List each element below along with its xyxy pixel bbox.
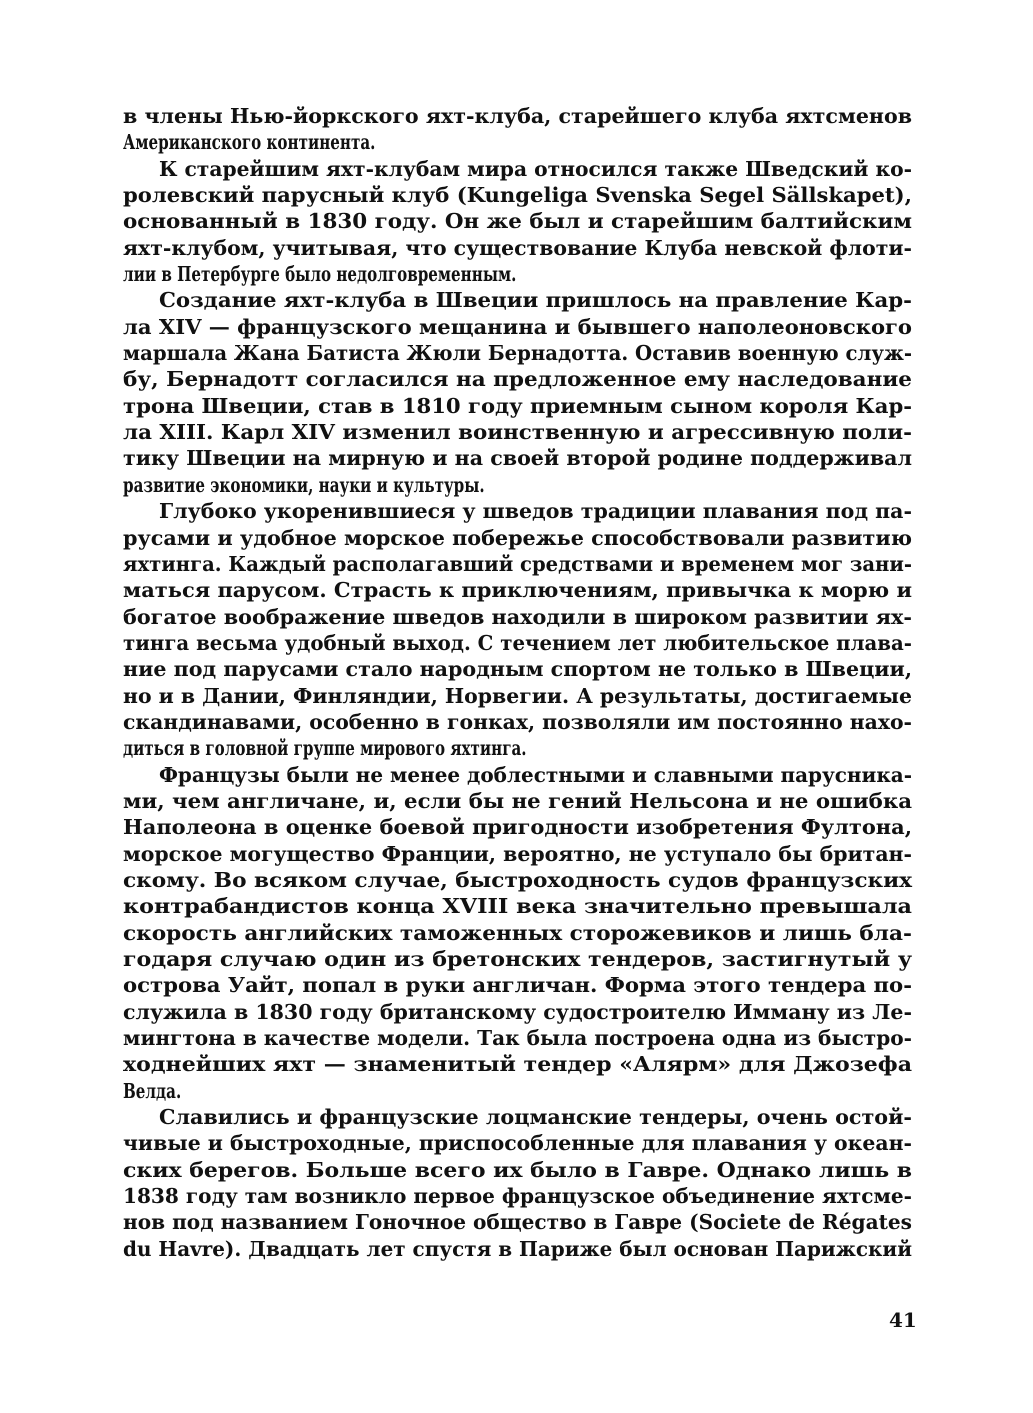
text-line: морское могущество Франции, вероятно, не уступало бы британ- xyxy=(123,841,912,866)
text-line: бу, Бернадотт согласился на предложенное ему наследование xyxy=(123,367,912,392)
text-line: скандинавами, особенно в гонках, позволяли им постоянно нахо- xyxy=(123,709,912,734)
text-line: в члены Нью-йоркского яхт-клуба, старейшего клуба яхтсменов xyxy=(123,104,912,128)
text-line: маршала Жана Батиста Жюли Бернадотта. Оставив военную служ- xyxy=(123,341,912,366)
text-line: ние под парусами стало народным спортом не только в Швеции, xyxy=(123,657,912,682)
text-line: контрабандистов конца XVIII века значительно превышала xyxy=(123,894,912,919)
paragraph-3 xyxy=(123,287,912,498)
text-line: годаря случаю один из бретонских тендеров, застигнутый у xyxy=(123,947,912,971)
text-line: мингтона в качестве модели. Так была построена одна из быстро- xyxy=(123,1026,912,1051)
paragraph-5 xyxy=(123,762,912,1104)
text-line: но и в Дании, Финляндии, Норвегии. А результаты, достигаемые xyxy=(123,683,912,708)
text-line: 1838 году там возникло первое французское объединение яхтсме- xyxy=(123,1184,912,1209)
text-line: трона Швеции, став в 1810 году приемным сыном короля Кар- xyxy=(123,393,912,418)
text-line: Французы были не менее доблестными и славными парусника- xyxy=(159,762,912,787)
text-line: К старейшим яхт-клубам мира относился также Шведский ко- xyxy=(159,156,912,181)
text-line: яхтинга. Каждый располагавший средствами и временем мог зани- xyxy=(123,551,912,576)
text-line: острова Уайт, попал в руки англичан. Форма этого тендера по- xyxy=(123,973,913,998)
page-text xyxy=(123,103,912,1262)
text-line: тику Швеции на мирную и на своей второй родине поддерживал xyxy=(123,446,912,471)
paragraph-6 xyxy=(123,1104,912,1262)
text-line: Велда. xyxy=(123,1078,182,1103)
text-line: маться парусом. Страсть к приключениям, привычка к морю и xyxy=(123,578,912,603)
text-line: скому. Во всяком случае, быстроходность судов французских xyxy=(123,867,912,892)
text-line: развитие экономики, науки и культуры. xyxy=(123,472,485,497)
text-line: тинга весьма удобный выход. С течением лет любительское плава- xyxy=(123,630,912,655)
text-line: основанный в 1830 году. Он же был и старейшим балтийским xyxy=(123,209,913,234)
text-line: нов под названием Гоночное общество в Гавре (Societe de Régates xyxy=(123,1210,913,1235)
text-line: яхт-клубом, учитывая, что существование Клуба невской флоти- xyxy=(123,235,912,260)
paragraph-2 xyxy=(123,156,912,288)
text-line: ла XIII. Карл XIV изменил воинственную и агрессивную поли- xyxy=(123,420,913,445)
text-line: русами и удобное морское побережье способствовали развитию xyxy=(123,525,912,550)
text-line: Создание яхт-клуба в Швеции пришлось на правление Кар- xyxy=(159,288,912,313)
text-line: Славились и французские лоцманские тендеры, очень остой- xyxy=(159,1105,912,1130)
text-line: ла XIV — французского мещанина и бывшего наполеоновского xyxy=(123,314,913,339)
text-line: богатое воображение шведов находили в широком развитии ях- xyxy=(123,604,912,629)
text-line: du Havre). Двадцать лет спустя в Париже был основан Парижский xyxy=(123,1236,913,1261)
text-line: ми, чем англичане, и, если бы не гений Нельсона и не ошибка xyxy=(123,788,912,813)
text-line: Американского континента. xyxy=(123,130,376,155)
paragraph-1 xyxy=(123,103,912,156)
text-line: ходнейших яхт — знаменитый тендер «Алярм» для Джозефа xyxy=(123,1052,912,1077)
page-number: 41 xyxy=(889,1308,917,1332)
text-line: ских берегов. Больше всего их было в Гавре. Однако лишь в xyxy=(123,1157,912,1182)
text-line: ролевский парусный клуб (Kungeliga Svenska Segel Sällskapet), xyxy=(123,183,912,208)
paragraph-4 xyxy=(123,498,912,761)
text-line: служила в 1830 году британскому судостроителю Имману из Ле- xyxy=(123,999,913,1024)
text-line: скорость английских таможенных сторожевиков и лишь бла- xyxy=(123,920,912,945)
text-line: диться в головной группе мирового яхтинга. xyxy=(123,736,527,761)
text-line: чивые и быстроходные, приспособленные для плавания у океан- xyxy=(123,1131,912,1156)
text-line: Наполеона в оценке боевой пригодности изобретения Фултона, xyxy=(123,815,912,840)
text-line: лии в Петербурге было недолговременным. xyxy=(123,262,517,287)
text-line: Глубоко укоренившиеся у шведов традиции плавания под па- xyxy=(159,499,912,524)
